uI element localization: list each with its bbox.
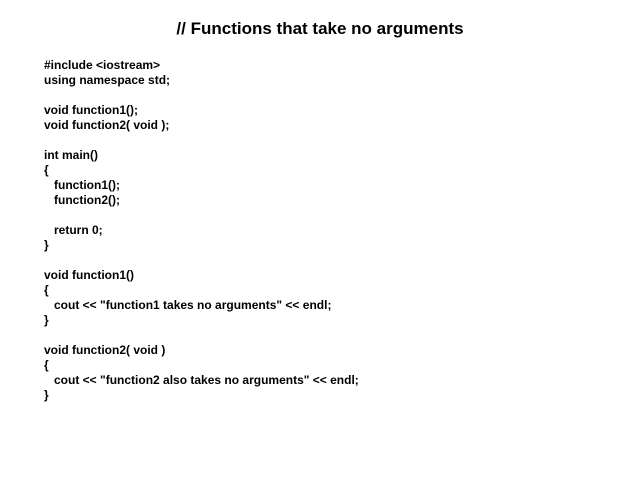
code-line — [44, 88, 604, 103]
code-line: void function2( void ) — [44, 343, 166, 357]
code-line: } — [44, 313, 49, 327]
code-line: void function1(); — [44, 103, 138, 117]
code-line: cout << "function1 takes no arguments" << endl; — [44, 298, 332, 312]
code-line — [44, 208, 604, 223]
code-line: void function1() — [44, 268, 134, 282]
code-line: function2(); — [44, 193, 120, 207]
code-line: int main() — [44, 148, 98, 162]
code-line: return 0; — [44, 223, 103, 237]
code-line: #include <iostream> — [44, 58, 161, 72]
code-line — [44, 253, 604, 268]
code-block — [44, 58, 604, 403]
code-line — [44, 133, 604, 148]
code-line: } — [44, 238, 49, 252]
code-line: using namespace std; — [44, 73, 171, 87]
code-line: { — [44, 283, 49, 297]
code-line: void function2( void ); — [44, 118, 170, 132]
code-line: { — [44, 163, 49, 177]
code-line: cout << "function2 also takes no arguments" << endl; — [44, 373, 359, 387]
code-line: } — [44, 388, 49, 402]
code-line: function1(); — [44, 178, 120, 192]
code-line: { — [44, 358, 49, 372]
code-line — [44, 328, 604, 343]
slide-title: // Functions that take no arguments — [176, 19, 464, 38]
